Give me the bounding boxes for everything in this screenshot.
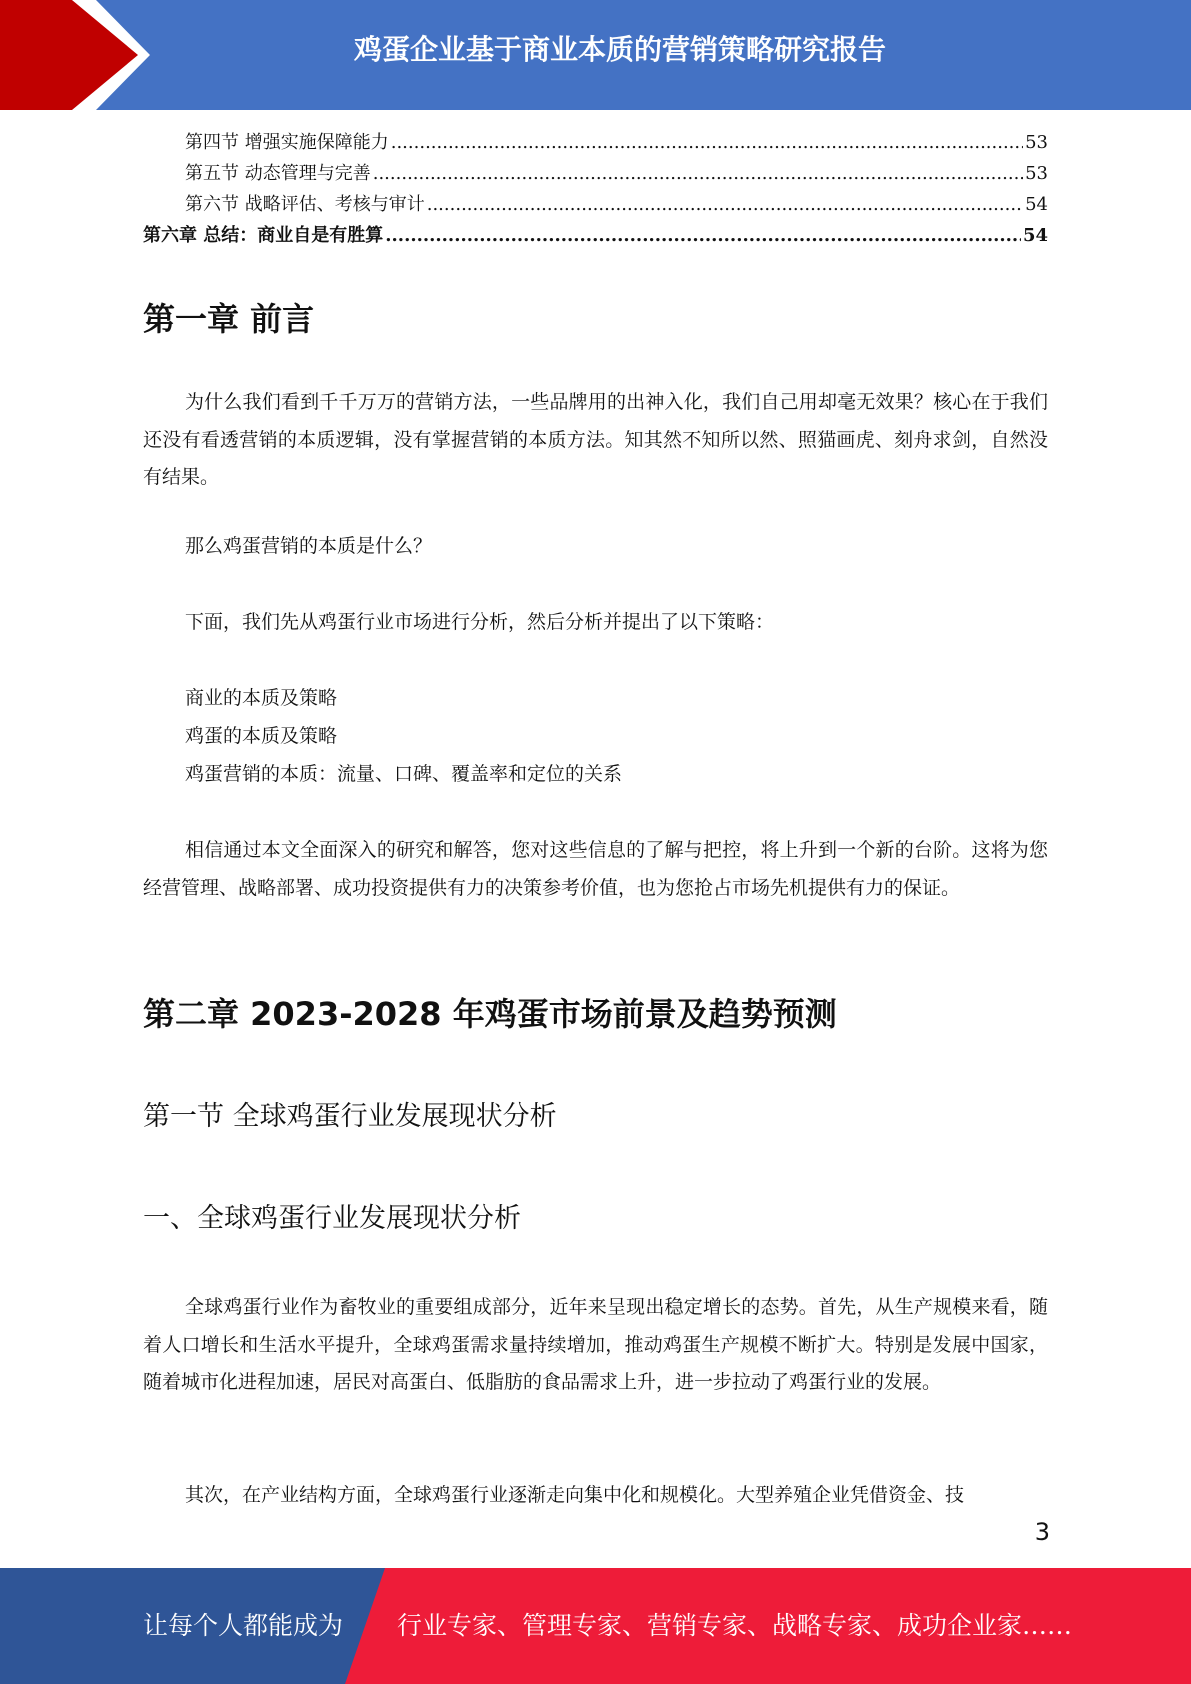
page-header [0, 0, 1191, 110]
toc-entry-title: 第六节 战略评估、考核与审计 [185, 194, 425, 215]
chapter-2-heading: 第二章 2023-2028 年鸡蛋市场前景及趋势预测 [143, 995, 837, 1033]
chapter-1-heading: 第一章 前言 [143, 300, 315, 338]
page-footer [0, 1568, 1191, 1684]
toc-entry-title: 第六章 总结：商业自是有胜算 [143, 225, 384, 246]
toc-entry-chapter[interactable] [143, 221, 1048, 252]
footer-slogan-left: 让每个人都能成为 [143, 1611, 344, 1640]
toc-entry[interactable] [143, 159, 1048, 190]
toc-entry-page: 54 [1025, 194, 1048, 215]
footer-slogan-right: 行业专家、管理专家、营销专家、战略专家、成功企业家…… [397, 1611, 1073, 1640]
section-1-heading: 第一节 全球鸡蛋行业发展现状分析 [143, 1101, 557, 1132]
toc-leader [385, 225, 1021, 246]
chapter-1-question: 那么鸡蛋营销的本质是什么？ [185, 535, 433, 557]
chapter-1-paragraph: 为什么我们看到千千万万的营销方法，一些品牌用的出神入化，我们自己用却毫无效果？核心在于我们还没有看透营销的本质逻辑，没有掌握营销的本质方法。知其然不知所以然、照猫画虎、刻舟求剑，自然没有结果。 [143, 391, 1048, 488]
toc-leader [427, 194, 1023, 215]
chapter-2-paragraph-2: 其次，在产业结构方面，全球鸡蛋行业逐渐走向集中化和规模化。大型养殖企业凭借资金、技 [185, 1484, 965, 1506]
toc-entry-page: 53 [1025, 132, 1048, 153]
chapter-1-intro-line: 下面，我们先从鸡蛋行业市场进行分析，然后分析并提出了以下策略： [185, 611, 775, 633]
table-of-contents [143, 128, 1048, 252]
strategy-list-item: 商业的本质及策略 [185, 687, 338, 709]
toc-entry[interactable] [143, 190, 1048, 221]
header-title: 鸡蛋企业基于商业本质的营销策略研究报告 [353, 33, 886, 66]
toc-entry-page: 53 [1025, 163, 1048, 184]
chapter-1-closing-paragraph: 相信通过本文全面深入的研究和解答，您对这些信息的了解与把控，将上升到一个新的台阶。这将为您经营管理、战略部署、成功投资提供有力的决策参考价值，也为您抢占市场先机提供有力的保证。 [143, 839, 1048, 899]
chapter-2-paragraph: 全球鸡蛋行业作为畜牧业的重要组成部分，近年来呈现出稳定增长的态势。首先，从生产规模来看，随着人口增长和生活水平提升，全球鸡蛋需求量持续增加，推动鸡蛋生产规模不断扩大。特别是发展中国家，随着城市化进程加速，居民对高蛋白、低脂肪的食品需求上升，进一步拉动了鸡蛋行业的发展。 [143, 1296, 1048, 1393]
strategy-list-item: 鸡蛋的本质及策略 [185, 725, 338, 747]
subsection-1-heading: 一、全球鸡蛋行业发展现状分析 [143, 1203, 521, 1234]
toc-entry-page: 54 [1022, 225, 1048, 246]
toc-leader [391, 132, 1023, 153]
toc-entry[interactable] [143, 128, 1048, 159]
toc-leader [373, 163, 1023, 184]
strategy-list-item: 鸡蛋营销的本质：流量、口碑、覆盖率和定位的关系 [185, 763, 623, 785]
page-number: 3 [1034, 1518, 1050, 1546]
toc-entry-title: 第五节 动态管理与完善 [185, 163, 371, 184]
toc-entry-title: 第四节 增强实施保障能力 [185, 132, 389, 153]
